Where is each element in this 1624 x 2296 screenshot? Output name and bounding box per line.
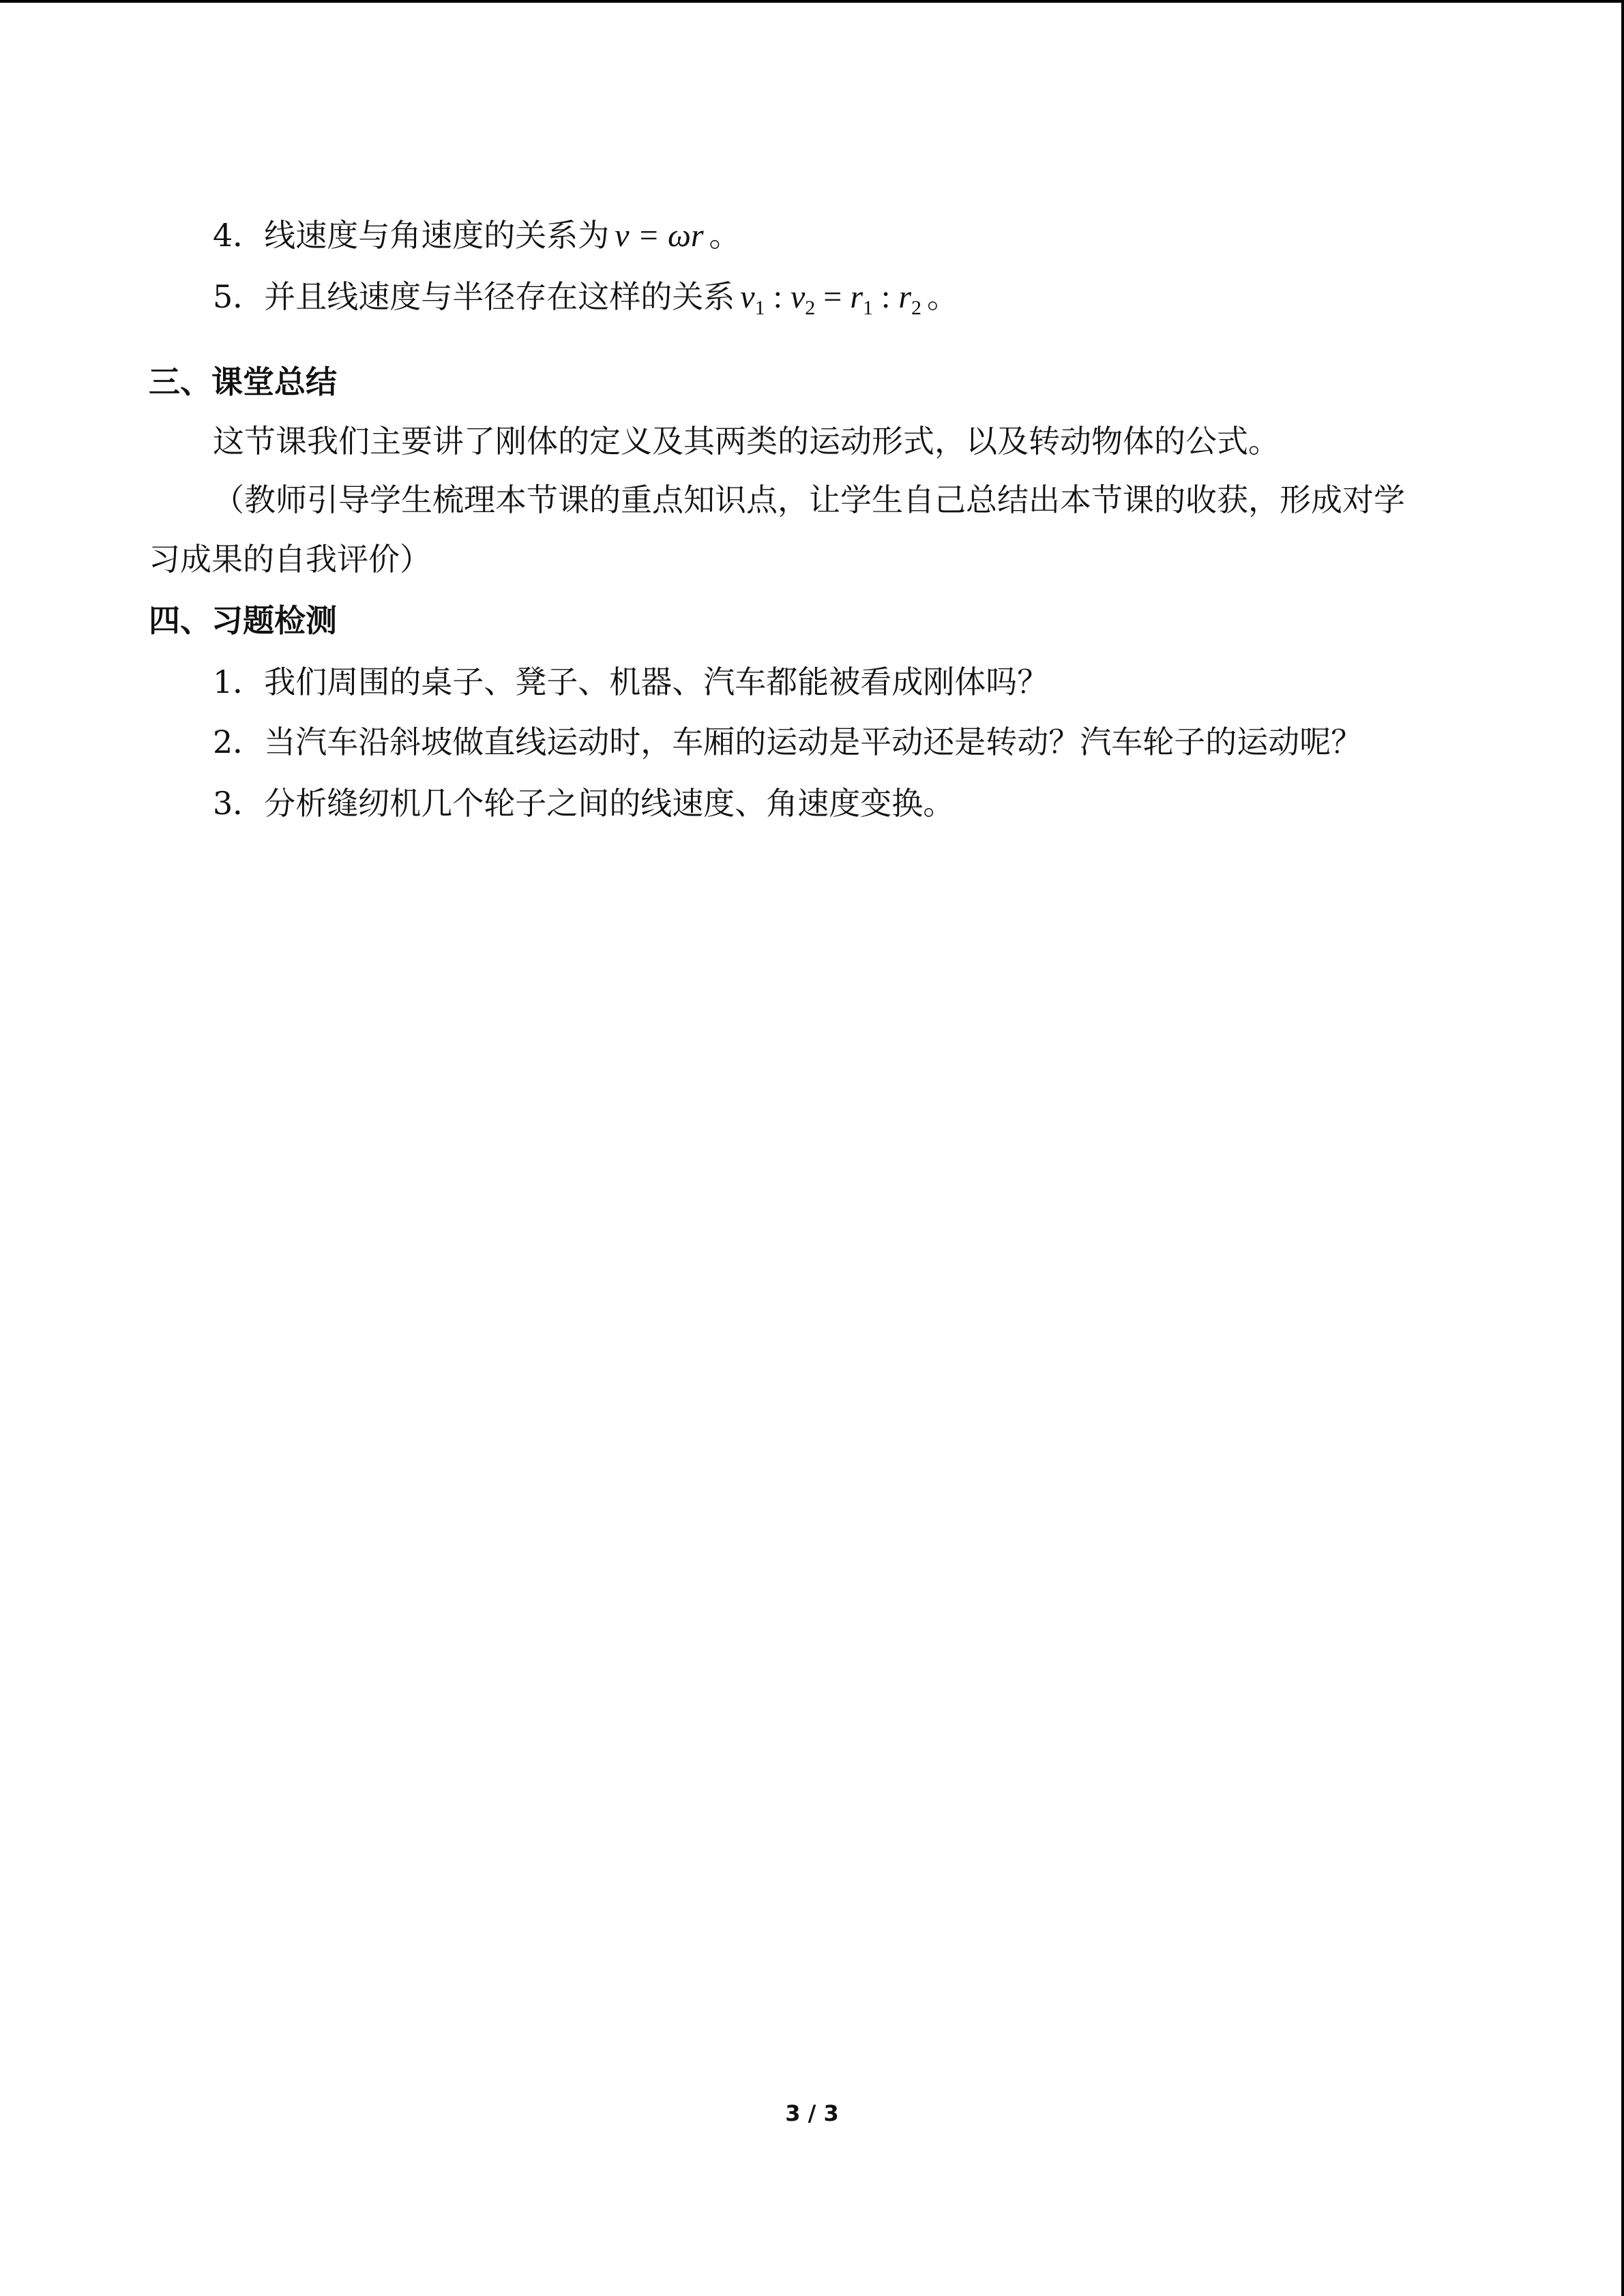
- formula-v-omega-r: v = ωr: [615, 218, 704, 254]
- page-number: 3 / 3: [785, 2100, 839, 2126]
- teacher-note-line-2: 习成果的自我评价）: [149, 541, 431, 578]
- item-tail: 。: [709, 217, 741, 254]
- page-right-border: [1621, 0, 1624, 2296]
- section-heading-exercises: 四、习题检测: [149, 602, 337, 639]
- exercise-item-2: 2．当汽车沿斜坡做直线运动时，车厢的运动是平动还是转动？汽车轮子的运动呢？: [213, 724, 1363, 760]
- list-item-4: [213, 215, 741, 256]
- list-item-5: [213, 276, 958, 329]
- item-text: 并且线速度与半径存在这样的关系: [264, 278, 735, 315]
- page-top-border: [0, 0, 1624, 3]
- exercise-item-1: 1．我们周围的桌子、凳子、机器、汽车都能被看成刚体吗？: [213, 664, 1049, 700]
- item-number: 5．: [213, 278, 265, 315]
- formula-velocity-radius-ratio: $v_1$ : $v_2 = r_1$ : $r_2$: [740, 279, 922, 319]
- item-tail: 。: [927, 278, 959, 315]
- item-text: 线速度与角速度的关系为: [264, 217, 610, 254]
- summary-paragraph: 这节课我们主要讲了刚体的定义及其两类的运动形式，以及转动物体的公式。: [213, 423, 1280, 460]
- section-heading-summary: 三、课堂总结: [149, 363, 337, 400]
- item-number: 4．: [213, 217, 265, 254]
- teacher-note-line-1: （教师引导学生梳理本节课的重点知识点，让学生自己总结出本节课的收获，形成对学: [213, 481, 1405, 518]
- exercise-item-3: 3．分析缝纫机几个轮子之间的线速度、角速度变换。: [213, 785, 955, 822]
